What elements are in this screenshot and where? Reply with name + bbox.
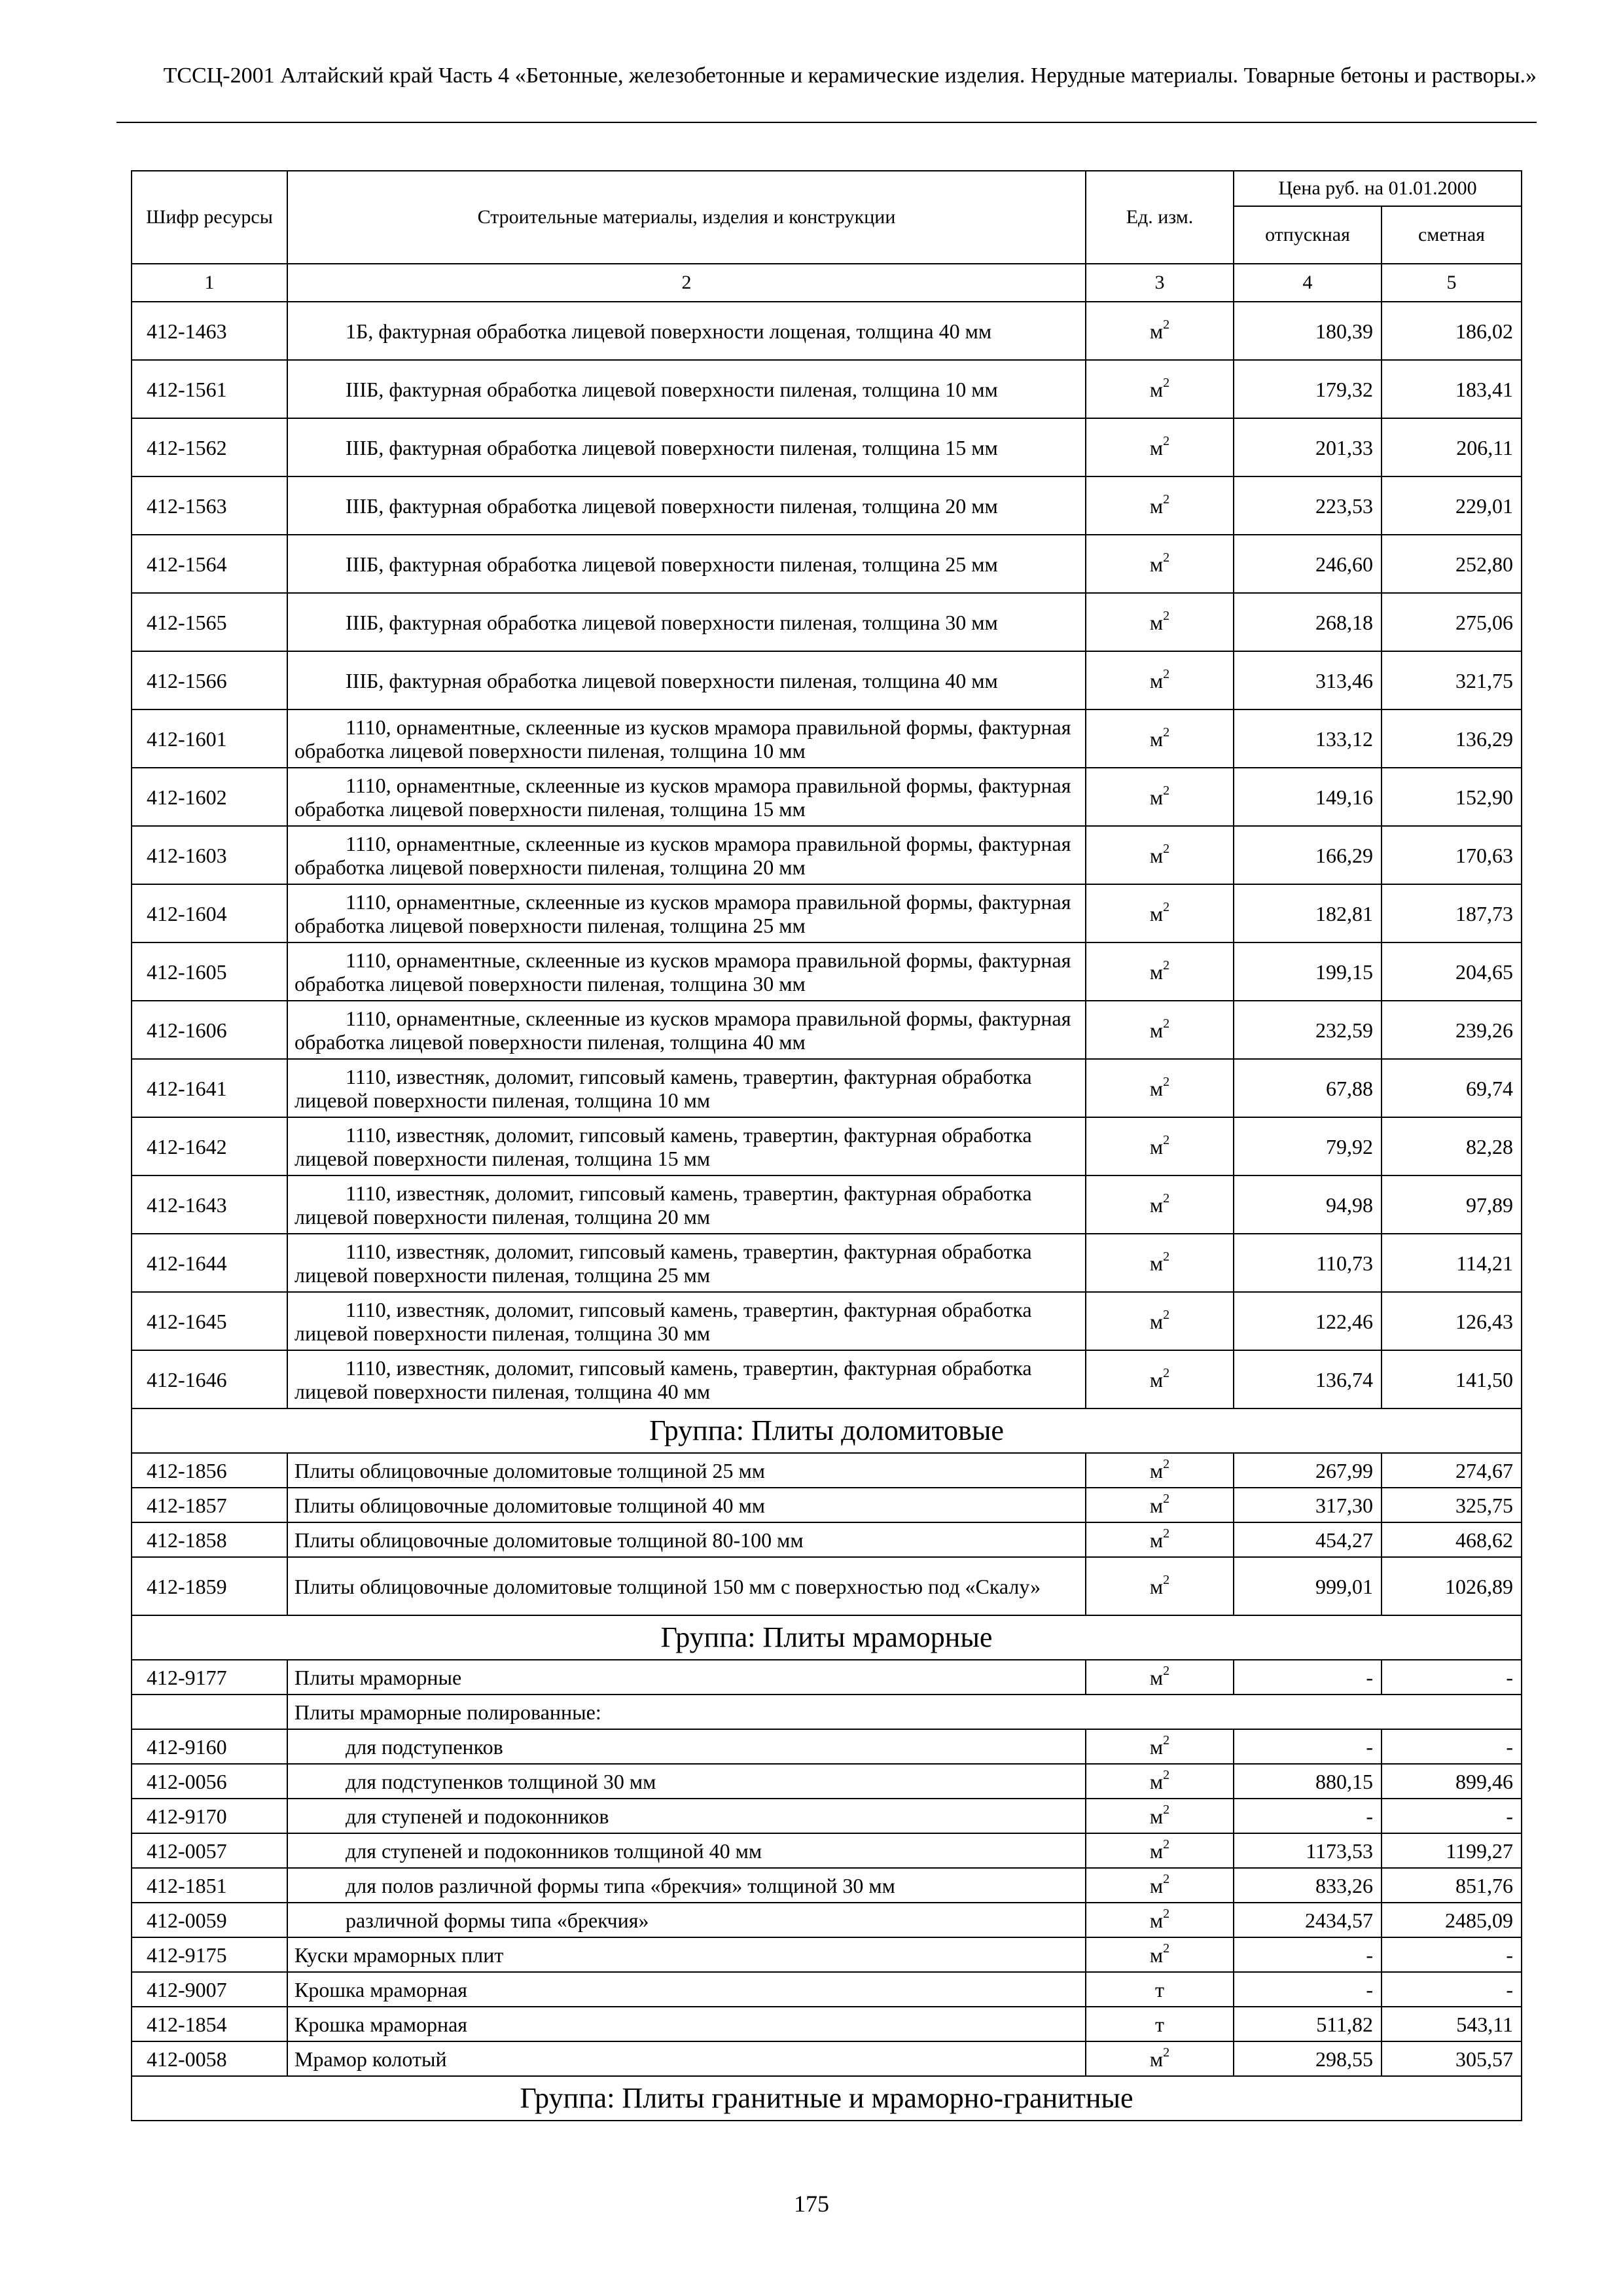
unit-exponent: 2 — [1163, 899, 1170, 914]
release-price: 232,59 — [1234, 1001, 1382, 1059]
code-cell — [132, 1695, 287, 1729]
table-row — [132, 2007, 1522, 2041]
table-row — [132, 302, 1522, 360]
unit-exponent: 2 — [1163, 1871, 1170, 1886]
release-price: 136,74 — [1234, 1350, 1382, 1408]
unit-exponent: 2 — [1163, 492, 1170, 507]
release-price: 110,73 — [1234, 1234, 1382, 1292]
release-price: 880,15 — [1234, 1764, 1382, 1799]
estimate-price: - — [1382, 1660, 1522, 1695]
estimate-price: 170,63 — [1382, 826, 1522, 884]
resource-code: 412-1604 — [132, 884, 287, 942]
resource-code: 412-1603 — [132, 826, 287, 884]
unit-exponent: 2 — [1163, 1941, 1170, 1956]
material-name: IIIБ, фактурная обработка лицевой поверхности пиленая, толщина 10 мм — [287, 360, 1086, 418]
unit: м — [1149, 1309, 1164, 1333]
unit-cell — [1086, 360, 1234, 418]
release-price: 999,01 — [1234, 1557, 1382, 1615]
table-row — [132, 2041, 1522, 2076]
unit-cell — [1086, 768, 1234, 826]
unit: м — [1149, 1528, 1164, 1552]
resource-code: 412-1857 — [132, 1488, 287, 1522]
estimate-price: 851,76 — [1382, 1868, 1522, 1903]
table-row — [132, 1729, 1522, 1764]
estimate-price: - — [1382, 1937, 1522, 1972]
unit: м — [1149, 435, 1164, 459]
table-row — [132, 1557, 1522, 1615]
estimate-price: 204,65 — [1382, 942, 1522, 1001]
resource-code: 412-1562 — [132, 418, 287, 476]
column-numbers-row — [132, 264, 1522, 302]
table-row — [132, 1292, 1522, 1350]
unit: м — [1149, 1908, 1164, 1932]
resource-code: 412-1643 — [132, 1175, 287, 1234]
release-price: 179,32 — [1234, 360, 1382, 418]
estimate-price: 82,28 — [1382, 1117, 1522, 1175]
unit: м — [1149, 319, 1164, 343]
release-price: 166,29 — [1234, 826, 1382, 884]
resource-code: 412-1563 — [132, 476, 287, 535]
unit: м — [1149, 1873, 1164, 1897]
subheader-row — [132, 1695, 1522, 1729]
release-price: 317,30 — [1234, 1488, 1382, 1522]
unit-cell — [1086, 826, 1234, 884]
resource-code: 412-1642 — [132, 1117, 287, 1175]
material-name: для подступенков — [287, 1729, 1086, 1764]
header-unit: Ед. изм. — [1086, 171, 1234, 264]
unit-exponent: 2 — [1163, 1016, 1170, 1031]
estimate-price: 899,46 — [1382, 1764, 1522, 1799]
release-price: 833,26 — [1234, 1868, 1382, 1903]
unit-exponent: 2 — [1163, 841, 1170, 856]
estimate-price: 543,11 — [1382, 2007, 1522, 2041]
resource-code: 412-9007 — [132, 1972, 287, 2007]
estimate-price: 229,01 — [1382, 476, 1522, 535]
unit-cell — [1086, 1234, 1234, 1292]
material-name: 1110, известняк, доломит, гипсовый камень, травертин, фактурная обработка лицевой поверхности пиленая, толщина 30 мм — [287, 1292, 1086, 1350]
unit: м — [1149, 1943, 1164, 1967]
estimate-price: 97,89 — [1382, 1175, 1522, 1234]
unit-cell — [1086, 2007, 1234, 2041]
unit-exponent: 2 — [1163, 1365, 1170, 1380]
table-body — [132, 302, 1522, 2121]
unit-exponent: 2 — [1163, 1802, 1170, 1817]
estimate-price: 1199,27 — [1382, 1833, 1522, 1868]
unit-exponent: 2 — [1163, 375, 1170, 390]
estimate-price: 252,80 — [1382, 535, 1522, 593]
estimate-price: 183,41 — [1382, 360, 1522, 418]
estimate-price: 126,43 — [1382, 1292, 1522, 1350]
subheader-label: Плиты мраморные полированные: — [287, 1695, 1522, 1729]
release-price: 182,81 — [1234, 884, 1382, 942]
material-name: 1110, орнаментные, склеенные из кусков мрамора правильной формы, фактурная обработка лицевой поверхности пиленая, толщина 20 мм — [287, 826, 1086, 884]
resource-code: 412-1854 — [132, 2007, 287, 2041]
material-name: различной формы типа «брекчия» — [287, 1903, 1086, 1937]
unit: т — [1155, 1977, 1164, 2001]
estimate-price: - — [1382, 1972, 1522, 2007]
material-name: Плиты облицовочные доломитовые толщиной 150 мм с поверхностью под «Скалу» — [287, 1557, 1086, 1615]
column-number: 3 — [1086, 264, 1234, 302]
release-price: 2434,57 — [1234, 1903, 1382, 1937]
material-name: для ступеней и подоконников — [287, 1799, 1086, 1833]
release-price: 246,60 — [1234, 535, 1382, 593]
release-price: 201,33 — [1234, 418, 1382, 476]
header-estimate-price: сметная — [1382, 206, 1522, 264]
material-name: 1110, известняк, доломит, гипсовый камень, травертин, фактурная обработка лицевой поверхности пиленая, толщина 10 мм — [287, 1059, 1086, 1117]
unit: м — [1149, 1076, 1164, 1100]
resource-code: 412-1856 — [132, 1453, 287, 1488]
unit: м — [1149, 1251, 1164, 1275]
table-row — [132, 1660, 1522, 1695]
resource-code: 412-9175 — [132, 1937, 287, 1972]
resource-code: 412-1605 — [132, 942, 287, 1001]
unit-cell — [1086, 1522, 1234, 1557]
unit: м — [1149, 1493, 1164, 1517]
unit: м — [1149, 493, 1164, 518]
resource-code: 412-0058 — [132, 2041, 287, 2076]
unit-exponent: 2 — [1163, 1307, 1170, 1322]
release-price: 268,18 — [1234, 593, 1382, 651]
material-name: 1110, известняк, доломит, гипсовый камень, травертин, фактурная обработка лицевой поверхности пиленая, толщина 40 мм — [287, 1350, 1086, 1408]
table-row — [132, 1799, 1522, 1833]
unit-exponent: 2 — [1163, 958, 1170, 973]
unit-exponent: 2 — [1163, 608, 1170, 623]
release-price: 149,16 — [1234, 768, 1382, 826]
unit-cell — [1086, 2041, 1234, 2076]
table-row — [132, 1488, 1522, 1522]
resource-code: 412-1646 — [132, 1350, 287, 1408]
unit: м — [1149, 1665, 1164, 1689]
table-row — [132, 535, 1522, 593]
unit-cell — [1086, 1001, 1234, 1059]
unit-cell — [1086, 535, 1234, 593]
unit: м — [1149, 668, 1164, 692]
column-number: 5 — [1382, 264, 1522, 302]
release-price: 67,88 — [1234, 1059, 1382, 1117]
resource-code: 412-1645 — [132, 1292, 287, 1350]
unit-cell — [1086, 1764, 1234, 1799]
group-title: Группа: Плиты мраморные — [132, 1615, 1522, 1660]
release-price: 133,12 — [1234, 709, 1382, 768]
release-price: 1173,53 — [1234, 1833, 1382, 1868]
unit-cell — [1086, 1488, 1234, 1522]
estimate-price: 206,11 — [1382, 418, 1522, 476]
unit: т — [1155, 2012, 1164, 2036]
table-row — [132, 884, 1522, 942]
resource-code: 412-1601 — [132, 709, 287, 768]
unit-exponent: 2 — [1163, 783, 1170, 798]
release-price: 223,53 — [1234, 476, 1382, 535]
estimate-price: 275,06 — [1382, 593, 1522, 651]
estimate-price: 136,29 — [1382, 709, 1522, 768]
header-name: Строительные материалы, изделия и конструкции — [287, 171, 1086, 264]
resource-code: 412-1641 — [132, 1059, 287, 1117]
table-row — [132, 1833, 1522, 1868]
unit-exponent: 2 — [1163, 1663, 1170, 1678]
estimate-price: 186,02 — [1382, 302, 1522, 360]
group-row — [132, 2076, 1522, 2121]
unit-cell — [1086, 1059, 1234, 1117]
table-row — [132, 593, 1522, 651]
resource-code: 412-9160 — [132, 1729, 287, 1764]
material-name: для полов различной формы типа «брекчия» толщиной 30 мм — [287, 1868, 1086, 1903]
resource-code: 412-1602 — [132, 768, 287, 826]
unit-cell — [1086, 1557, 1234, 1615]
table-row — [132, 476, 1522, 535]
unit-exponent: 2 — [1163, 1572, 1170, 1587]
material-name: 1110, известняк, доломит, гипсовый камень, травертин, фактурная обработка лицевой поверхности пиленая, толщина 20 мм — [287, 1175, 1086, 1234]
table-row — [132, 651, 1522, 709]
unit: м — [1149, 901, 1164, 925]
material-name: 1110, орнаментные, склеенные из кусков мрамора правильной формы, фактурная обработка лицевой поверхности пиленая, толщина 25 мм — [287, 884, 1086, 942]
table-row — [132, 1175, 1522, 1234]
unit-exponent: 2 — [1163, 1906, 1170, 1921]
table-row — [132, 1972, 1522, 2007]
resource-code: 412-1644 — [132, 1234, 287, 1292]
material-name: IIIБ, фактурная обработка лицевой поверхности пиленая, толщина 25 мм — [287, 535, 1086, 593]
unit: м — [1149, 1769, 1164, 1793]
group-title: Группа: Плиты доломитовые — [132, 1408, 1522, 1453]
table-row — [132, 1937, 1522, 1972]
unit-cell — [1086, 1729, 1234, 1764]
material-name: 1110, известняк, доломит, гипсовый камень, травертин, фактурная обработка лицевой поверхности пиленая, толщина 15 мм — [287, 1117, 1086, 1175]
unit-exponent: 2 — [1163, 317, 1170, 332]
table-row — [132, 768, 1522, 826]
release-price: 313,46 — [1234, 651, 1382, 709]
resource-code: 412-1564 — [132, 535, 287, 593]
unit-cell — [1086, 1799, 1234, 1833]
material-name: Плиты облицовочные доломитовые толщиной 25 мм — [287, 1453, 1086, 1488]
unit-cell — [1086, 476, 1234, 535]
material-name: IIIБ, фактурная обработка лицевой поверхности пиленая, толщина 15 мм — [287, 418, 1086, 476]
table-row — [132, 709, 1522, 768]
unit-cell — [1086, 1903, 1234, 1937]
unit-exponent: 2 — [1163, 1491, 1170, 1506]
resource-code: 412-1566 — [132, 651, 287, 709]
table-row — [132, 1001, 1522, 1059]
unit-exponent: 2 — [1163, 433, 1170, 448]
material-name: 1110, орнаментные, склеенные из кусков мрамора правильной формы, фактурная обработка лицевой поверхности пиленая, толщина 40 мм — [287, 1001, 1086, 1059]
release-price: - — [1234, 1729, 1382, 1764]
unit-cell — [1086, 1117, 1234, 1175]
release-price: 267,99 — [1234, 1453, 1382, 1488]
unit-cell — [1086, 1292, 1234, 1350]
group-title: Группа: Плиты гранитные и мраморно-гранитные — [132, 2076, 1522, 2121]
material-name: 1110, орнаментные, склеенные из кусков мрамора правильной формы, фактурная обработка лицевой поверхности пиленая, толщина 10 мм — [287, 709, 1086, 768]
unit: м — [1149, 1574, 1164, 1598]
unit-exponent: 2 — [1163, 1456, 1170, 1471]
release-price: 79,92 — [1234, 1117, 1382, 1175]
estimate-price: 141,50 — [1382, 1350, 1522, 1408]
unit: м — [1149, 1804, 1164, 1828]
resource-code: 412-1606 — [132, 1001, 287, 1059]
unit-exponent: 2 — [1163, 2045, 1170, 2060]
unit: м — [1149, 552, 1164, 576]
unit: м — [1149, 843, 1164, 867]
estimate-price: 305,57 — [1382, 2041, 1522, 2076]
material-name: для подступенков толщиной 30 мм — [287, 1764, 1086, 1799]
resource-code: 412-1858 — [132, 1522, 287, 1557]
unit-exponent: 2 — [1163, 1732, 1170, 1748]
resource-code: 412-1565 — [132, 593, 287, 651]
table-row — [132, 1764, 1522, 1799]
release-price: 180,39 — [1234, 302, 1382, 360]
unit-cell — [1086, 651, 1234, 709]
unit-exponent: 2 — [1163, 1132, 1170, 1147]
unit-cell — [1086, 418, 1234, 476]
resource-code: 412-1851 — [132, 1868, 287, 1903]
material-name: IIIБ, фактурная обработка лицевой поверхности пиленая, толщина 30 мм — [287, 593, 1086, 651]
estimate-price: 114,21 — [1382, 1234, 1522, 1292]
unit-exponent: 2 — [1163, 666, 1170, 681]
material-name: IIIБ, фактурная обработка лицевой поверхности пиленая, толщина 40 мм — [287, 651, 1086, 709]
unit-exponent: 2 — [1163, 1074, 1170, 1089]
unit-cell — [1086, 1972, 1234, 2007]
estimate-price: 152,90 — [1382, 768, 1522, 826]
unit: м — [1149, 785, 1164, 809]
release-price: - — [1234, 1799, 1382, 1833]
unit: м — [1149, 1367, 1164, 1391]
material-name: 1110, орнаментные, склеенные из кусков мрамора правильной формы, фактурная обработка лицевой поверхности пиленая, толщина 15 мм — [287, 768, 1086, 826]
unit-exponent: 2 — [1163, 1837, 1170, 1852]
table-row — [132, 826, 1522, 884]
release-price: - — [1234, 1937, 1382, 1972]
unit-exponent: 2 — [1163, 1249, 1170, 1264]
group-row — [132, 1408, 1522, 1453]
material-name: IIIБ, фактурная обработка лицевой поверхности пиленая, толщина 20 мм — [287, 476, 1086, 535]
estimate-price: 187,73 — [1382, 884, 1522, 942]
unit-cell — [1086, 1350, 1234, 1408]
unit-exponent: 2 — [1163, 725, 1170, 740]
table-row — [132, 1350, 1522, 1408]
header-price: Цена руб. на 01.01.2000 — [1234, 171, 1522, 206]
resource-code: 412-9177 — [132, 1660, 287, 1695]
unit: м — [1149, 610, 1164, 634]
estimate-price: 274,67 — [1382, 1453, 1522, 1488]
unit-cell — [1086, 302, 1234, 360]
resource-code: 412-0059 — [132, 1903, 287, 1937]
material-name: Крошка мраморная — [287, 1972, 1086, 2007]
unit-cell — [1086, 1833, 1234, 1868]
unit: м — [1149, 377, 1164, 401]
header-code: Шифр ресурсы — [132, 171, 287, 264]
material-name: 1110, орнаментные, склеенные из кусков мрамора правильной формы, фактурная обработка лицевой поверхности пиленая, толщина 30 мм — [287, 942, 1086, 1001]
unit-exponent: 2 — [1163, 1191, 1170, 1206]
resource-code: 412-1859 — [132, 1557, 287, 1615]
estimate-price: 325,75 — [1382, 1488, 1522, 1522]
unit: м — [1149, 1839, 1164, 1863]
unit-cell — [1086, 1175, 1234, 1234]
release-price: 122,46 — [1234, 1292, 1382, 1350]
release-price: 298,55 — [1234, 2041, 1382, 2076]
release-price: 94,98 — [1234, 1175, 1382, 1234]
table-row — [132, 1522, 1522, 1557]
material-name: 1Б, фактурная обработка лицевой поверхности лощеная, толщина 40 мм — [287, 302, 1086, 360]
unit: м — [1149, 1134, 1164, 1158]
unit-cell — [1086, 942, 1234, 1001]
unit-cell — [1086, 709, 1234, 768]
estimate-price: 2485,09 — [1382, 1903, 1522, 1937]
unit-cell — [1086, 1453, 1234, 1488]
material-name: 1110, известняк, доломит, гипсовый камень, травертин, фактурная обработка лицевой поверхности пиленая, толщина 25 мм — [287, 1234, 1086, 1292]
unit: м — [1149, 960, 1164, 984]
unit-exponent: 2 — [1163, 550, 1170, 565]
estimate-price: 321,75 — [1382, 651, 1522, 709]
unit: м — [1149, 1458, 1164, 1482]
unit-exponent: 2 — [1163, 1767, 1170, 1782]
resource-code: 412-9170 — [132, 1799, 287, 1833]
unit-cell — [1086, 1660, 1234, 1695]
price-table — [131, 170, 1522, 2121]
unit-cell — [1086, 1868, 1234, 1903]
material-name: Крошка мраморная — [287, 2007, 1086, 2041]
estimate-price: 1026,89 — [1382, 1557, 1522, 1615]
release-price: - — [1234, 1972, 1382, 2007]
estimate-price: 468,62 — [1382, 1522, 1522, 1557]
group-row — [132, 1615, 1522, 1660]
resource-code: 412-0057 — [132, 1833, 287, 1868]
resource-code: 412-0056 — [132, 1764, 287, 1799]
header-rule — [116, 122, 1537, 123]
table-row — [132, 1903, 1522, 1937]
unit-exponent: 2 — [1163, 1526, 1170, 1541]
unit: м — [1149, 1734, 1164, 1759]
release-price: 511,82 — [1234, 2007, 1382, 2041]
column-number: 4 — [1234, 264, 1382, 302]
page-number: 175 — [794, 2191, 829, 2217]
material-name: Плиты мраморные — [287, 1660, 1086, 1695]
release-price: 454,27 — [1234, 1522, 1382, 1557]
unit-cell — [1086, 884, 1234, 942]
material-name: Куски мраморных плит — [287, 1937, 1086, 1972]
table-row — [132, 942, 1522, 1001]
table-row — [132, 1868, 1522, 1903]
table-row — [132, 1234, 1522, 1292]
unit: м — [1149, 1193, 1164, 1217]
material-name: Плиты облицовочные доломитовые толщиной 40 мм — [287, 1488, 1086, 1522]
resource-code: 412-1561 — [132, 360, 287, 418]
estimate-price: - — [1382, 1799, 1522, 1833]
release-price: - — [1234, 1660, 1382, 1695]
estimate-price: 239,26 — [1382, 1001, 1522, 1059]
estimate-price: - — [1382, 1729, 1522, 1764]
material-name: для ступеней и подоконников толщиной 40 мм — [287, 1833, 1086, 1868]
table-row — [132, 1453, 1522, 1488]
column-number: 2 — [287, 264, 1086, 302]
unit: м — [1149, 2047, 1164, 2071]
table-row — [132, 1059, 1522, 1117]
header-release-price: отпускная — [1234, 206, 1382, 264]
estimate-price: 69,74 — [1382, 1059, 1522, 1117]
unit: м — [1149, 726, 1164, 751]
table-row — [132, 418, 1522, 476]
unit: м — [1149, 1018, 1164, 1042]
material-name: Мрамор колотый — [287, 2041, 1086, 2076]
resource-code: 412-1463 — [132, 302, 287, 360]
material-name: Плиты облицовочные доломитовые толщиной 80-100 мм — [287, 1522, 1086, 1557]
table-row — [132, 1117, 1522, 1175]
unit-cell — [1086, 593, 1234, 651]
unit-cell — [1086, 1937, 1234, 1972]
running-header: ТССЦ-2001 Алтайский край Часть 4 «Бетонные, железобетонные и керамические изделия. Нерудные материалы. Товарные бетоны и растворы.» — [163, 63, 1537, 88]
release-price: 199,15 — [1234, 942, 1382, 1001]
table-row — [132, 360, 1522, 418]
column-number: 1 — [132, 264, 287, 302]
